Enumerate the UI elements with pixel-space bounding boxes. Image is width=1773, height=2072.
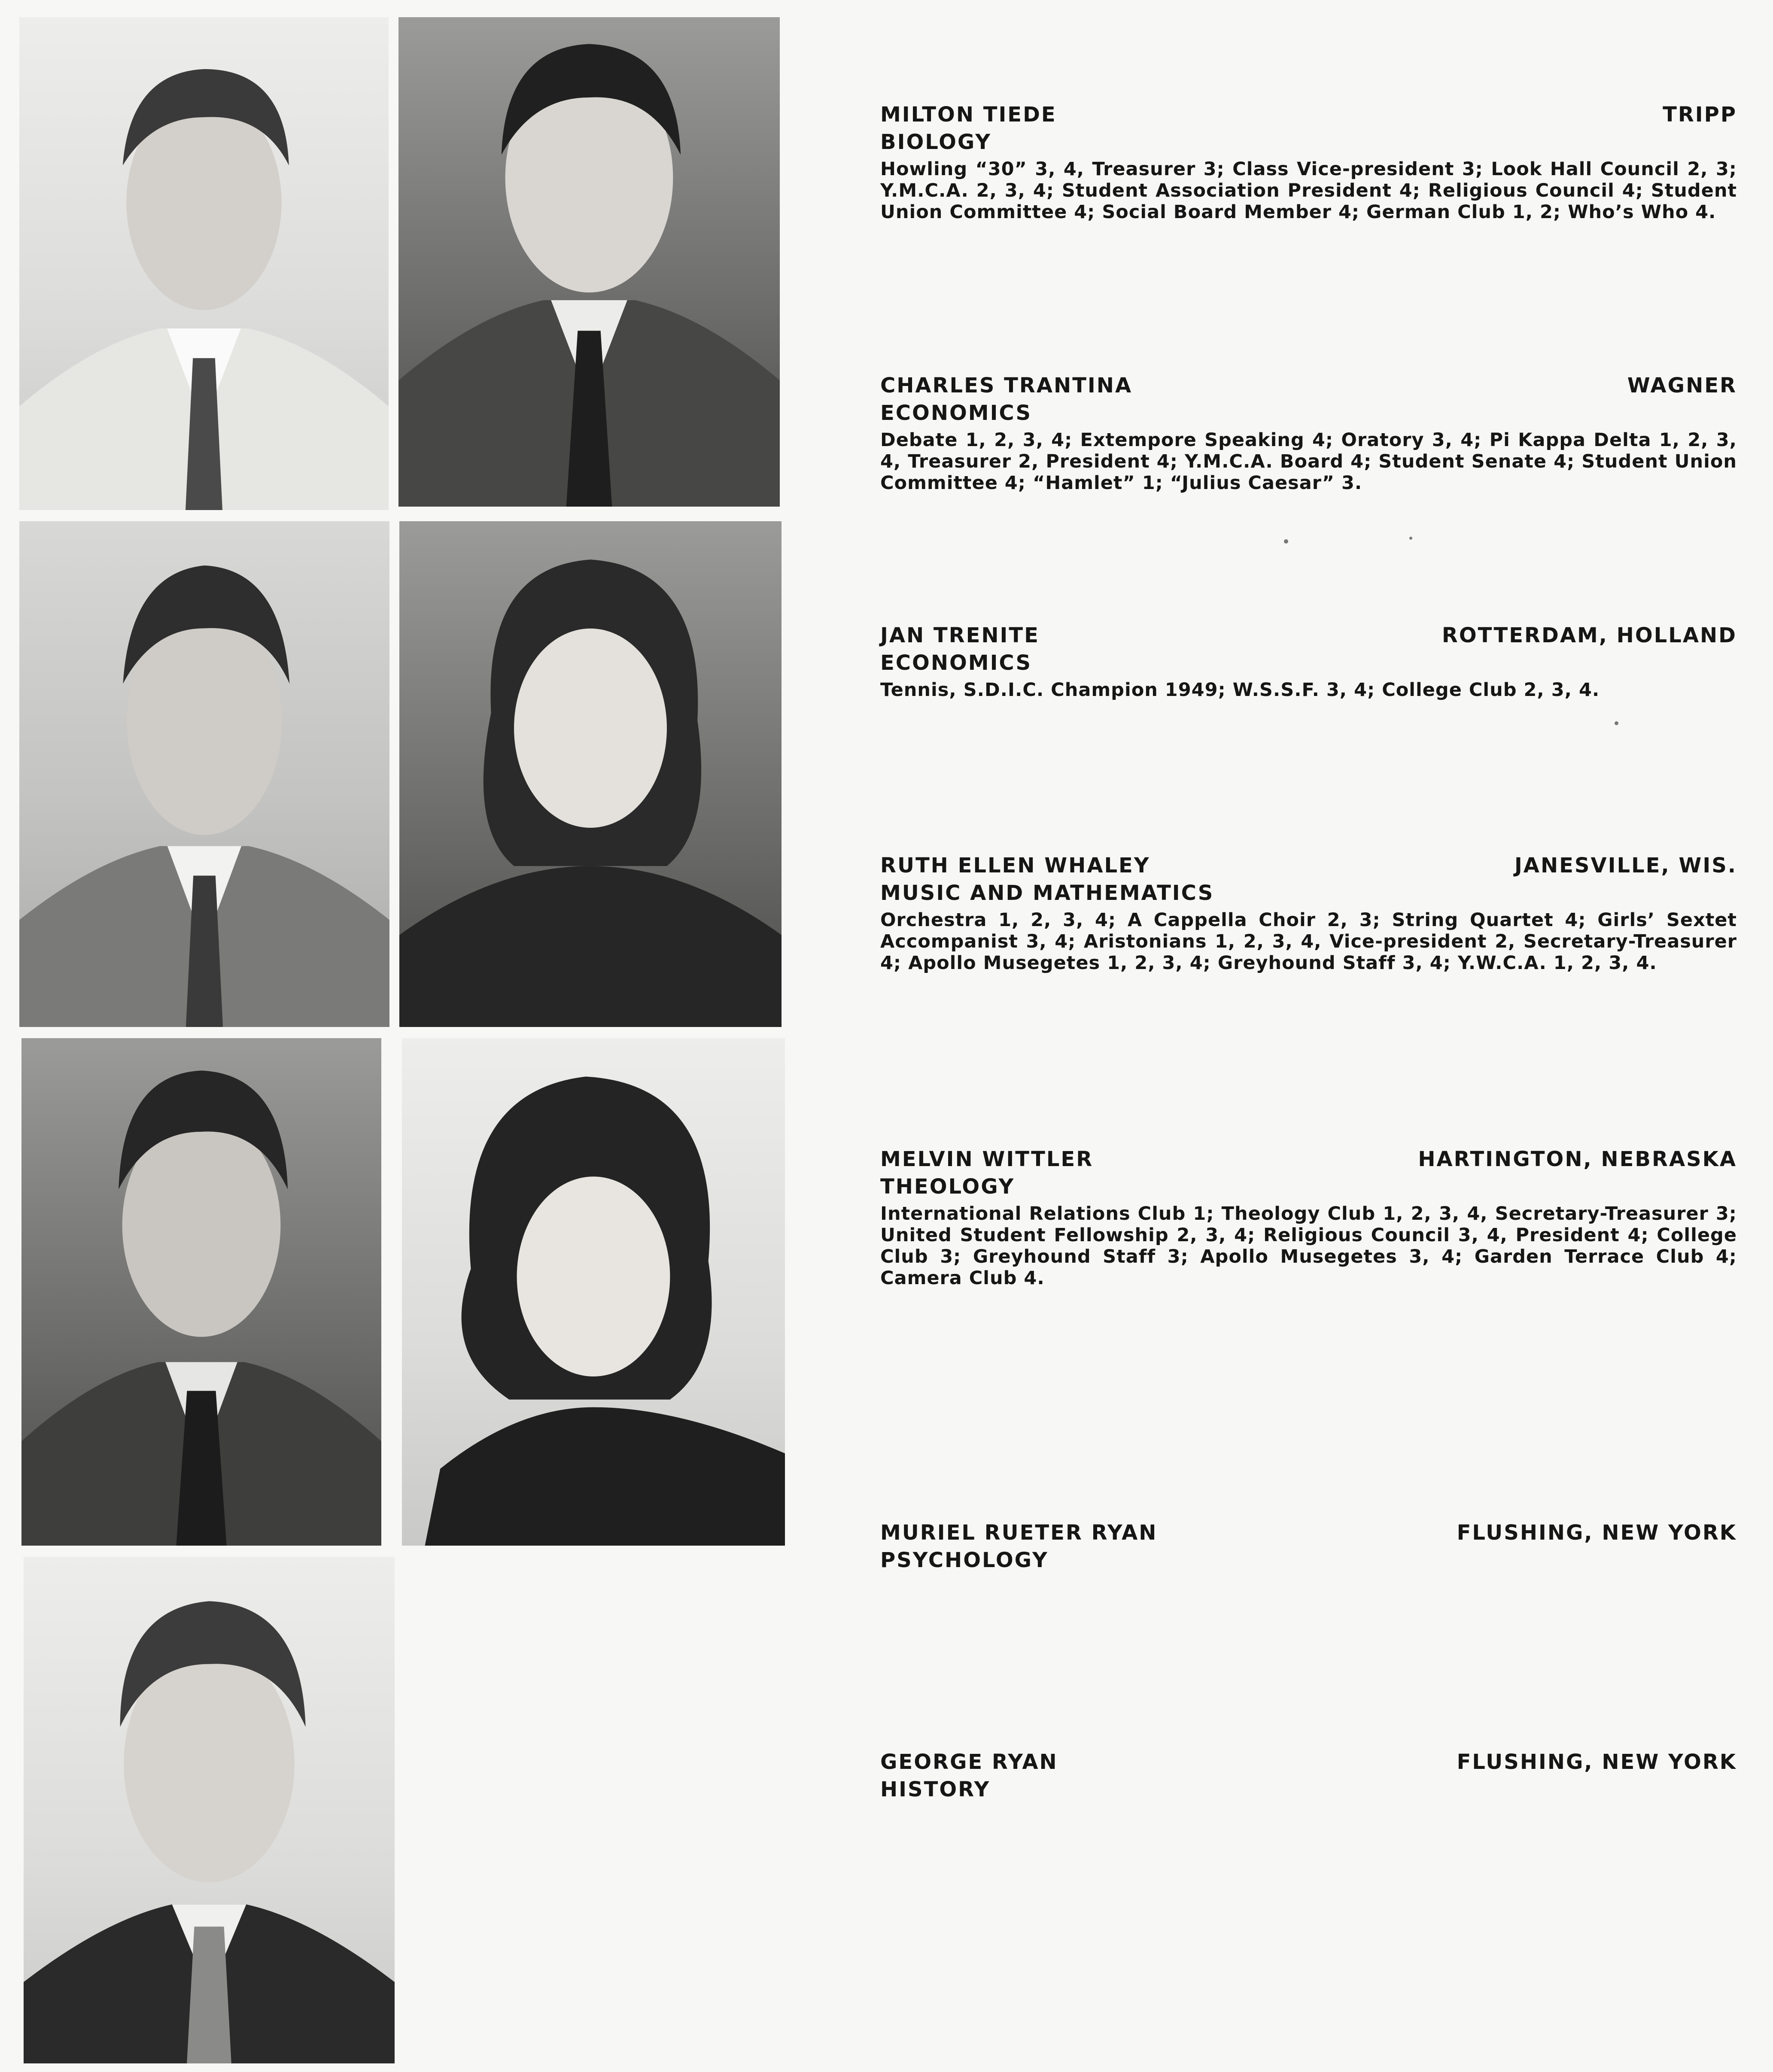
student-name: JAN TRENITE (880, 623, 1040, 647)
student-activities: Orchestra 1, 2, 3, 4; A Cappella Choir 2, 3; String Quartet 4; Girls’ Sextet Accompanist 3, 4; Aristonians 1, 2, 3, 4, Vice-president 2, Secretary-Treasurer 4; Apollo Musegetes 1, 2, 3, 4; Greyhound Staff 3, 4; Y.W.C.A. 1, 2, 3, 4. (880, 909, 1737, 974)
student-name: CHARLES TRANTINA (880, 374, 1133, 398)
portrait-photo-charles-trantina (398, 17, 780, 507)
name-row (880, 372, 1737, 399)
portrait-photo-melvin-wittler (21, 1038, 381, 1546)
student-hometown: FLUSHING, NEW YORK (1457, 1521, 1737, 1545)
dust-speck (1409, 537, 1412, 540)
student-activities: International Relations Club 1; Theology Club 1, 2, 3, 4, Secretary-Treasurer 3; United Student Fellowship 2, 3, 4; Religious Council 3, 4, President 4; College Club 3; Greyhound Staff 3; Apollo Musegetes 3, 4; Garden Terrace Club 4; Camera Club 4. (880, 1203, 1737, 1289)
portrait-photo-muriel-rueter-ryan (402, 1038, 785, 1546)
portrait-photo-george-ryan (24, 1557, 395, 2063)
student-name: MURIEL RUETER RYAN (880, 1521, 1158, 1545)
student-entry-muriel-rueter-ryan (880, 1519, 1737, 1574)
dust-speck (1615, 721, 1618, 725)
name-row (880, 101, 1737, 128)
name-row (880, 622, 1737, 649)
name-row (880, 1145, 1737, 1173)
student-activities: Tennis, S.D.I.C. Champion 1949; W.S.S.F. 3, 4; College Club 2, 3, 4. (880, 679, 1600, 701)
student-entry-melvin-wittler (880, 1145, 1737, 1289)
student-major: BIOLOGY (880, 130, 992, 154)
student-entry-ruth-ellen-whaley (880, 852, 1737, 974)
name-row (880, 1748, 1737, 1776)
student-major: MUSIC AND MATHEMATICS (880, 881, 1214, 905)
student-entry-george-ryan (880, 1748, 1737, 1803)
student-major: HISTORY (880, 1777, 991, 1802)
dust-speck (1284, 539, 1288, 544)
portrait-photo-jan-trenite (19, 521, 389, 1027)
student-major: ECONOMICS (880, 401, 1032, 425)
student-activities: Debate 1, 2, 3, 4; Extempore Speaking 4; Oratory 3, 4; Pi Kappa Delta 1, 2, 3, 4, Treasurer 2, President 4; Y.M.C.A. Board 4; Student Senate 4; Student Union Committee 4; “Hamlet” 1; “Julius Caesar” 3. (880, 429, 1737, 494)
student-name: GEORGE RYAN (880, 1750, 1058, 1774)
student-major: THEOLOGY (880, 1175, 1015, 1199)
student-hometown: FLUSHING, NEW YORK (1457, 1750, 1737, 1774)
name-row (880, 852, 1737, 879)
student-hometown: TRIPP (1663, 103, 1737, 127)
student-name: MELVIN WITTLER (880, 1147, 1094, 1171)
student-major: ECONOMICS (880, 651, 1032, 675)
student-hometown: HARTINGTON, NEBRASKA (1418, 1147, 1737, 1171)
student-hometown: JANESVILLE, WIS. (1514, 854, 1737, 878)
student-hometown: ROTTERDAM, HOLLAND (1442, 623, 1737, 647)
student-major: PSYCHOLOGY (880, 1548, 1049, 1572)
student-entry-milton-tiede (880, 101, 1737, 223)
student-entry-jan-trenite (880, 622, 1737, 701)
portrait-photo-ruth-ellen-whaley (399, 521, 782, 1027)
student-entry-charles-trantina (880, 372, 1737, 494)
student-name: MILTON TIEDE (880, 103, 1057, 127)
name-row (880, 1519, 1737, 1546)
student-activities: Howling “30” 3, 4, Treasurer 3; Class Vice-president 3; Look Hall Council 2, 3; Y.M.C.A. 2, 3, 4; Student Association President 4; Religious Council 4; Student Union Committee 4; Social Board Member 4; German Club 1, 2; Who’s Who 4. (880, 158, 1737, 223)
portrait-photo-milton-tiede (19, 17, 389, 510)
student-hometown: WAGNER (1627, 374, 1737, 398)
student-name: RUTH ELLEN WHALEY (880, 854, 1150, 878)
